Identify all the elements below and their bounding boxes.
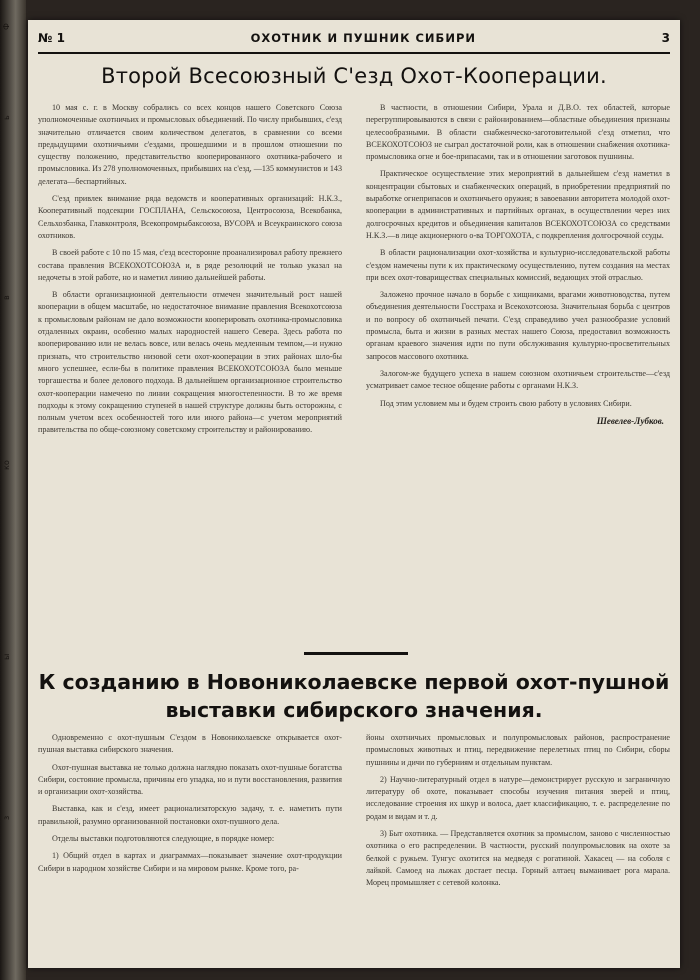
paragraph: 3) Быт охотника. — Представляется охотник за промыслом, заново с численностью охотника о его распределении. В частности, русский полупромысловик на охоте за белкой с ружьем. Тунгус охотится на медведя с рогатиной. Хакасец — на соболя с лайкой. Самоед на лыжах достает песца. Горный алтаец выманивает рога марала. Морец промышляет с сетевой колонка. [366, 829, 670, 888]
article1-title: Второй Всесоюзный С'езд Охот-Кооперации. [101, 64, 607, 88]
article2-body [38, 732, 670, 962]
article1-left-column [38, 102, 342, 642]
article2-left-column [38, 732, 342, 962]
spine-fragment: ь [2, 115, 11, 120]
article2-title-line1: К созданию в Новониколаевске первой охот-пушной [38, 670, 670, 694]
article2-title-line2: выставки сибирского значения. [165, 698, 543, 722]
paragraph: Залогом-же будущего успеха в нашем союзном охотничьем строительстве—с'езд усматривает самое тесное общение работы с органами Н.К.З. [366, 368, 670, 391]
spine-fragment: Ф [2, 23, 11, 30]
article1-right-column [366, 102, 670, 642]
issue-number: № 1 [38, 31, 65, 45]
article2-title [28, 668, 680, 724]
paragraph: Выставка, как и с'езд, имеет рационализаторскую задачу, т. е. наметить пути правильной, разумно организованной постановки охот-пушного дела. [38, 804, 342, 826]
paragraph: Практическое осуществление этих мероприятий в дальнейшем с'езд наметил в концентрации сбытовых и снабженческих операций, в приобретении предприятий по выработке огнеприпасов и охотничьего оружия; в завоевании авторитета молодой охот-кооперации в административных и партийных органах, в осуществлении через них долгосрочных кредитов и объединения капиталов ВСЕКОХОТСОЮЗА со средствами Н.К.З.—в лице акционерного о-ва ТОРГОХОТА, с подкрепления долгосрочной ссуды. [366, 169, 670, 240]
paragraph: Охот-пушная выставка не только должна наглядно показать охот-пушные богатства Сибири, состояние промысла, причины его упадка, но и пути восстановления, развития и организации охот-хозяйства. [38, 762, 342, 797]
spine-fragment: ко [2, 460, 11, 470]
paragraph: Отделы выставки подготовляются следующие, в порядке номер: [52, 834, 275, 844]
paragraph: В области рационализации охот-хозяйства и культурно-исследовательской работы с'ездом намечены пути к их практическому осуществлению, путем создания на местах при всех охот-товариществах специальных комиссий, ведающих этой отраслью. [366, 248, 670, 282]
paragraph: 10 мая с. г. в Москву собрались со всех концов нашего Советского Союза уполномоченные охотничьих и промысловых объединений. По числу прибывших, с'езд значительно отличается своим количеством делегатов, в сравнении со всеми предыдущими охотничьими с'ездами, прошедшими и в прошлом отношении по существу положению, представительство кооперированного охотника-рабочего и промысловика. Из 278 уполномоченных, прибывших на с'езд, —135 коммунистов и 143 делегата—беспартийных. [38, 103, 342, 186]
paragraph: В своей работе с 10 по 15 мая, с'езд всесторонне проанализировал работу прежнего состава правления ВСЕКОХОТСОЮЗА и, в ряде резолюций не только указал на недочеты в этой работе, но и наметил линию дальнейшей работы. [38, 248, 342, 282]
article1-body [38, 102, 670, 642]
paragraph: йоны охотничьих промысловых и полупромысловых районов, распространение промысловых животных и птиц, передвижение перелетных птиц по Сибири, сборы пушнины и дичи по губерниям и отдельным пунктам. [366, 733, 670, 767]
article2-right-column [366, 732, 670, 962]
spine-fragment: ы [2, 653, 11, 660]
paragraph: 2) Научно-литературный отдел в натуре—демонстрирует русскую и заграничную литературу об охоте, показывает способы изучения питания зверей и птиц, исследование строения их шкур и волоса, дает классификацию, т. е. распределение по родам и видам и т. д. [366, 774, 670, 821]
spine-fragment: в [2, 295, 11, 300]
paragraph: Под этим условием мы и будем строить свою работу в условиях Сибири. [380, 398, 632, 408]
paragraph: В области организационной деятельности отмечен значительный рост нашей кооперации в общем масштабе, но недостаточное внимание правления Всекохотсоюза к промысловым районам не дало возможности кооперировать охотника-промысловика отдаленных окраин, особенно малых народностей нашего Севера. Здесь работа по кооперированию или не велась вовсе, или велась очень медленным темпом,—и нужно признать, что строительство низовой сети охот-кооперации в этих районах шло-бы много успешнее, если-бы в политике правления ВСЕКОХОТСОЮЗА было меньше торгашества и более делового подхода. В дальнейшем организационное строительство охот-кооперации намечено по линии сокращения многостепенности. В то же время подходы к этому сокращению ступеней в нашей структуре должны быть осторожны, с полным учетом всех особенностей того или иного района—с учетом мероприятий правительства по обще-союзному советскому строительству и районированию. [38, 290, 342, 435]
paragraph: С'езд привлек внимание ряда ведомств и кооперативных организаций: Н.К.З., Кооперативный подсекции ГОСПЛАНА, Сельскосоюза, Центросоюза, Всекобанка, Сельхозбанка, Главконтроля, Всекопромрыбаксоюза, ВУСОРА и Всеукраинского союза охотников. [38, 194, 342, 240]
paragraph: Заложено прочное начало в борьбе с хищниками, врагами животноводства, путем объединения деятельности Госстраха и Всекохотсоюза. Значительная борьба с центров и по вопросу об охотничьей печати. С'езд справедливо учел разнообразие условий промысла, быта и жизни в разных местах нашего Союза, предоставил возможность органам краевого значения идти по пути обслуживания культурно-просветительных запросов массового охотника. [366, 290, 670, 361]
paragraph: 1) Общий отдел в картах и диаграммах—показывает значение охот-продукции Сибири в народном хозяйстве Сибири и на мировом рынке. Кроме того, ра- [38, 851, 342, 873]
running-header [38, 24, 670, 54]
author-signature: Шевелев-Лубков. [596, 415, 664, 426]
journal-page [28, 20, 680, 968]
section-divider [304, 652, 408, 655]
paragraph: В частности, в отношении Сибири, Урала и Д.В.О. тех областей, которые перегруппировываются в связи с районированием—областные объединения признаны целесообразными. В области снабженческо-заготовительной с'езд отметил, что ВСЕКОХОТСОЮЗ не сыграл достаточной роли, как в отношении снабжения охотника-промысловика огне и бое-припасами, так и в отношении заготовок пушнины. [366, 103, 670, 162]
journal-title: ОХОТНИК И ПУШНИК СИБИРИ [250, 31, 476, 45]
paragraph: Одновременно с охот-пушным С'ездом в Новониколаевске открывается охот-пушная выставка сибирского значения. [38, 733, 342, 755]
page-number: 3 [661, 31, 670, 45]
adjacent-page-edge [0, 0, 26, 980]
spine-fragment: з [2, 815, 11, 820]
